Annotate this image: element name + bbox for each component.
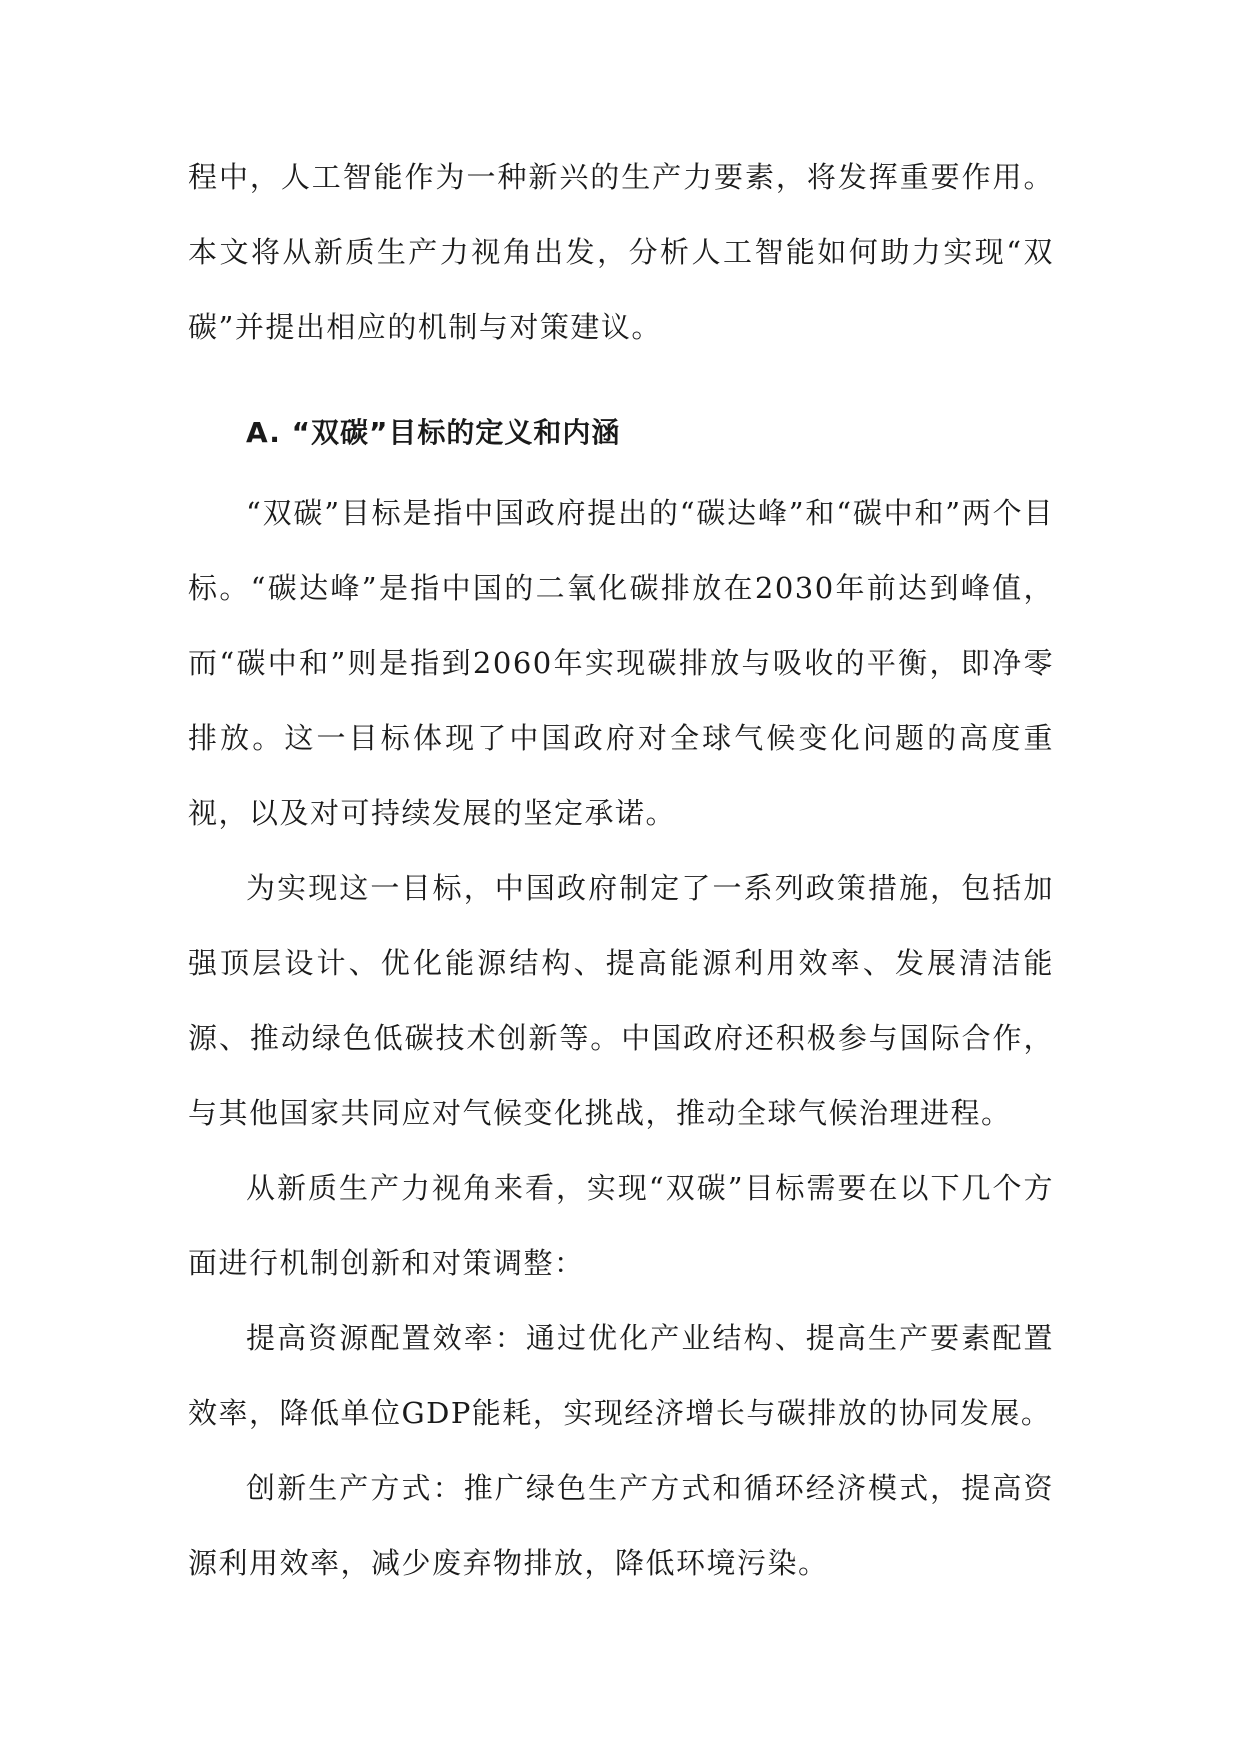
policy-paragraph: 为实现这一目标，中国政府制定了一系列政策措施，包括加强顶层设计、优化能源结构、提高能源利用效率、发展清洁能源、推动绿色低碳技术创新等。中国政府还积极参与国际合作，与其他国家共同应对气候变化挑战，推动全球气候治理进程。 bbox=[188, 871, 1054, 1130]
intro-paragraph: 程中，人工智能作为一种新兴的生产力要素，将发挥重要作用。本文将从新质生产力视角出发，分析人工智能如何助力实现“双碳”并提出相应的机制与对策建议。 bbox=[188, 160, 1054, 344]
section-heading: A. “双碳”目标的定义和内涵 bbox=[246, 416, 621, 449]
perspective-paragraph: 从新质生产力视角来看，实现“双碳”目标需要在以下几个方面进行机制创新和对策调整： bbox=[188, 1171, 1054, 1280]
definition-paragraph: “双碳”目标是指中国政府提出的“碳达峰”和“碳中和”两个目标。“碳达峰”是指中国的二氧化碳排放在2030年前达到峰值，而“碳中和”则是指到2060年实现碳排放与吸收的平衡，即净零排放。这一目标体现了中国政府对全球气候变化问题的高度重视，以及对可持续发展的坚定承诺。 bbox=[188, 496, 1054, 830]
production-innovation-paragraph: 创新生产方式：推广绿色生产方式和循环经济模式，提高资源利用效率，减少废弃物排放，降低环境污染。 bbox=[188, 1471, 1054, 1580]
document-body bbox=[188, 140, 1054, 1601]
resource-efficiency-paragraph: 提高资源配置效率：通过优化产业结构、提高生产要素配置效率，降低单位GDP能耗，实现经济增长与碳排放的协同发展。 bbox=[188, 1321, 1054, 1430]
